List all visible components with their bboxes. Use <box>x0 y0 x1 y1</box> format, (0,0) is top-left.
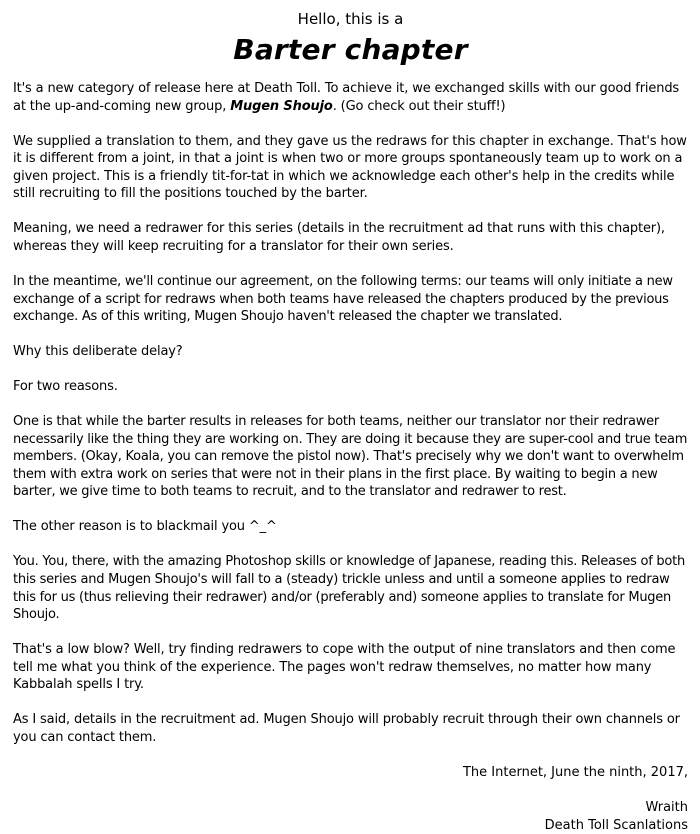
paragraph-low-blow: That's a low blow? Well, try finding redrawers to cope with the output of nine translators and then come tell me what you think of the experience. The pages won't redraw themselves, no matter how many Kabbalah spells I try. <box>13 641 688 694</box>
paragraph-intro-text: It's a new category of release here at Death Toll. To achieve it, we exchanged skills with our good friends at the up-and-coming new group, <box>13 81 679 114</box>
paragraph-question: Why this deliberate delay? <box>13 343 688 361</box>
paragraph-reason-two: The other reason is to blackmail you ^_^ <box>13 518 688 536</box>
paragraph-closing: As I said, details in the recruitment ad. Mugen Shoujo will probably recruit through their own channels or you can contact them. <box>13 711 688 746</box>
page-title: Barter chapter <box>13 32 688 68</box>
paragraph-exchange: We supplied a translation to them, and they gave us the redraws for this chapter in exchange. That's how it is different from a joint, in that a joint is when two or more groups spontaneously team up to work on a given project. This is a friendly tit-for-tat in which we acknowledge each other's help in the credits while still recruiting to fill the positions touched by the barter. <box>13 133 688 203</box>
paragraph-intro-tail: . (Go check out their stuff!) <box>333 99 506 114</box>
paragraph-appeal: You. You, there, with the amazing Photoshop skills or knowledge of Japanese, reading this. Releases of both this series and Mugen Shoujo's will fall to a (steady) trickle unless and until a someone applies to redraw this for us (thus relieving their redrawer) and/or (preferably and) someone applies to translate for Mugen Shoujo. <box>13 553 688 623</box>
paragraph-reason-one: One is that while the barter results in releases for both teams, neither our translator nor their redrawer necessarily like the thing they are working on. They are doing it because they are super-cool and true team members. (Okay, Koala, you can remove the pistol now). That's precisely why we don't want to overwhelm them with extra work on series that were not in their plans in the first place. By waiting to begin a new barter, we give time to both teams to recruit, and to the translator and redrawer to rest. <box>13 413 688 501</box>
group-name-emphasis: Mugen Shoujo <box>230 99 333 114</box>
paragraph-meaning: Meaning, we need a redrawer for this series (details in the recruitment ad that runs with this chapter), whereas they will keep recruiting for a translator for their own series. <box>13 220 688 255</box>
signature-name: Wraith <box>13 799 688 817</box>
paragraph-agreement: In the meantime, we'll continue our agreement, on the following terms: our teams will only initiate a new exchange of a script for redraws when both teams have released the chapters produced by the previous exchange. As of this writing, Mugen Shoujo haven't released the chapter we translated. <box>13 273 688 326</box>
paragraph-intro <box>13 80 688 115</box>
page-subtitle: Hello, this is a <box>13 9 688 29</box>
signature-group: Death Toll Scanlations <box>13 817 688 834</box>
paragraph-reasons: For two reasons. <box>13 378 688 396</box>
signature-dateline: The Internet, June the ninth, 2017, <box>13 764 688 782</box>
